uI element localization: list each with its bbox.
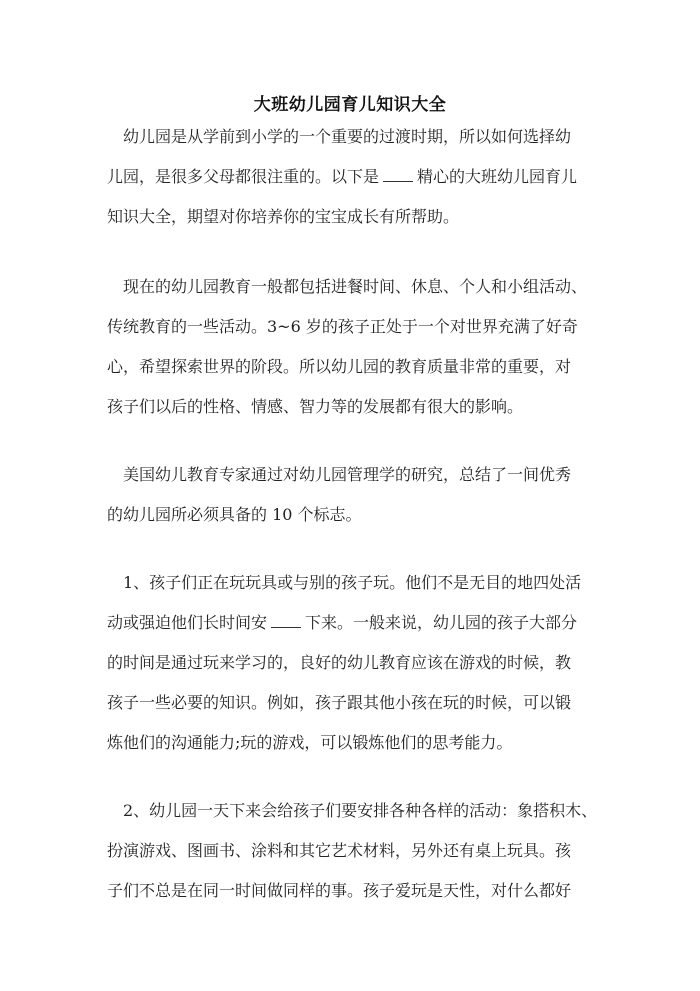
item1-line-4-text: 孩子一些必要的知识。例如，孩子跟其他小孩在玩的时候，可以锻 bbox=[107, 693, 572, 712]
para1-line-4: 孩子们以后的性格、情感、智力等的发展都有很大的影响。 bbox=[107, 397, 524, 416]
intro-line-1-text: 幼儿园是从学前到小学的一个重要的过渡时期，所以如何选择幼 bbox=[107, 127, 572, 146]
intro-line-2-text-b: 精心的大班幼儿园育儿 bbox=[417, 167, 578, 186]
para1-line-1: 现在的幼儿园教育一般都包括进餐时间、休息、个人和小组活动、 bbox=[107, 277, 588, 296]
item1-line-4 bbox=[107, 693, 571, 713]
item2-line-3: 子们不总是在同一时间做同样的事。孩子爱玩是天性，对什么都好 bbox=[107, 881, 572, 900]
item2-line-1: 2、幼儿园一天下来会给孩子们要安排各种各样的活动：象搭积木、 bbox=[107, 801, 598, 820]
item1-line-3-text: 的时间是通过玩来学习的，良好的幼儿教育应该在游戏的时候，教 bbox=[107, 653, 572, 672]
item2-line-2: 扮演游戏、图画书、涂料和其它艺术材料，另外还有桌上玩具。孩 bbox=[107, 841, 572, 860]
document-title: 大班幼儿园育儿知识大全 bbox=[253, 95, 447, 115]
item1-line-5-text: 炼他们的沟通能力;玩的游戏，可以锻炼他们的思考能力。 bbox=[107, 733, 513, 752]
item1-line-2-text-a: 动或强迫他们长时间安 bbox=[107, 613, 268, 632]
para2-line-1: 美国幼儿教育专家通过对幼儿园管理学的研究，总结了一间优秀 bbox=[107, 465, 572, 484]
para1-line-2: 传统教育的一些活动。3~6 岁的孩子正处于一个对世界充满了好奇 bbox=[107, 317, 578, 336]
intro-line-1 bbox=[107, 127, 571, 147]
item1-line-5 bbox=[107, 733, 512, 753]
intro-line-2-text-a: 儿园，是很多父母都很注重的。以下是 bbox=[107, 167, 380, 186]
para1-line-3: 心，希望探索世界的阶段。所以幼儿园的教育质量非常的重要，对 bbox=[107, 357, 572, 376]
blank-underline bbox=[383, 167, 413, 182]
para2-line-2: 的幼儿园所必须具备的 10 个标志。 bbox=[107, 505, 362, 524]
item1-line-2-text-b: 下来。一般来说，幼儿园的孩子大部分 bbox=[305, 613, 578, 632]
item1-line-1 bbox=[107, 573, 581, 593]
item1-line-1-text: 1、孩子们正在玩玩具或与别的孩子玩。他们不是无目的地四处活 bbox=[107, 573, 582, 592]
intro-line-2 bbox=[107, 167, 577, 187]
intro-line-3-text: 知识大全，期望对你培养你的宝宝成长有所帮助。 bbox=[107, 207, 460, 226]
intro-line-3 bbox=[107, 207, 459, 227]
blank-underline bbox=[271, 613, 301, 628]
item1-line-3 bbox=[107, 653, 571, 673]
item1-line-2 bbox=[107, 613, 577, 633]
